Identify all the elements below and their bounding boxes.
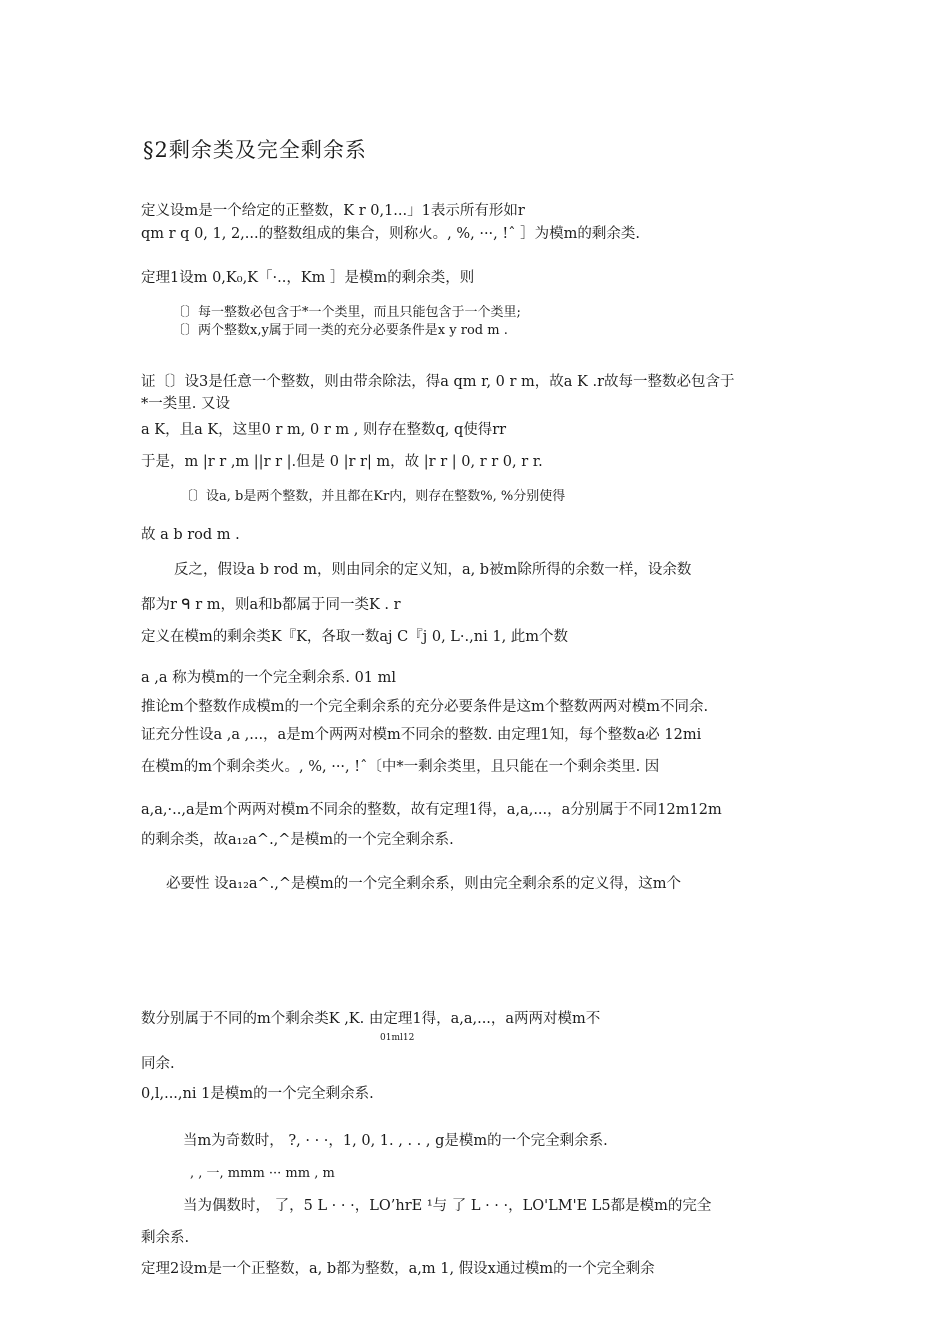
text-line: 定义在模m的剩余类K『K，各取一数aj C『j 0, L·.,ni 1, 此m个数 [141,629,569,645]
text-line: 的剩余类，故a₁₂a^.,^是模m的一个完全剩余系. [141,832,454,848]
text-line: 反之，假设a b rod m，则由同余的定义知，a, b被m除所得的余数一样，设余数 [174,562,692,578]
subscript-note: 01ml12 [380,1033,415,1043]
text-line: a ,a 称为模m的一个完全剩余系. 01 ml [141,670,397,686]
text-line: 0,l,...,ni 1是模m的一个完全剩余系. [141,1086,374,1102]
text-line: 必要性 设a₁₂a^.,^是模m的一个完全剩余系，则由完全剩余系的定义得，这m个 [166,876,682,892]
text-line: 当m为奇数时， ?, · · ·，1, 0, 1. , . . , g是模m的一个完全剩余系. [183,1133,608,1149]
text-line: 证〔〕设3是任意一个整数，则由带余除法，得a qm r, 0 r m，故a K .r故每一整数必包含于 [141,374,735,390]
text-line: 〔〕两个整数x,y属于同一类的充分必要条件是x y rod m . [172,323,508,338]
text-line: 推论m个整数作成模m的一个完全剩余系的充分必要条件是这m个整数两两对模m不同余. [141,699,709,715]
text-line: a K，且a K，这里0 r m, 0 r m , 则存在整数q, q使得rr [141,422,507,438]
text-line: 定义设m是一个给定的正整数，K r 0,1...」1表示所有形如r [141,203,525,219]
text-line: *一类里. 又设 [141,396,230,412]
text-line: 故 a b rod m . [141,527,240,543]
text-line: 数分别属于不同的m个剩余类K ,K. 由定理1得，a,a,...，a两两对模m不 [141,1011,601,1027]
text-line: 〔〕设a, b是两个整数，并且都在Kr内，则存在整数%, %分别使得 [180,489,566,504]
text-line: 于是，m |r r ,m ||r r |.但是 0 |r r| m，故 |r r | 0, r r 0, r r. [141,454,543,470]
text-line: 同余. [141,1056,175,1072]
text-line: 当为偶数时， 了，5 L · · ·，LO’hrE ¹与 了 L · · ·，LO'LM'E L5都是模m的完全 [183,1198,712,1214]
text-line: a,a,·..,a是m个两两对模m不同余的整数，故有定理1得，a,a,...，a分别属于不同12m12m [141,802,722,818]
text-line: 〔〕每一整数必包含于*一个类里，而且只能包含于一个类里; [172,305,521,320]
text-line: 在模m的m个剩余类火。, %, ···, !ˆ〔中*一剩余类里，且只能在一个剩余类里. 因 [141,759,660,775]
text-line: , , 一, mmm ··· mm , m [190,1166,335,1181]
text-line: 剩余系. [141,1230,190,1246]
text-line: 都为r ᑫ r m，则a和b都属于同一类K . r [141,597,401,613]
text-line: 定理1设m 0,K₀,K「·..，Km ］是模m的剩余类，则 [141,270,475,286]
text-line: 证充分性设a ,a ,...，a是m个两两对模m不同余的整数. 由定理1知，每个整数a必 12mi [141,727,702,743]
text-line: 定理2设m是一个正整数，a, b都为整数，a,m 1, 假设x通过模m的一个完全剩余 [141,1261,655,1277]
section-title: §2剩余类及完全剩余系 [143,138,367,162]
text-line: qm r q 0, 1, 2,...的整数组成的集合，则称火。, %, ···, !ˆ ］为模m的剩余类. [141,226,640,242]
